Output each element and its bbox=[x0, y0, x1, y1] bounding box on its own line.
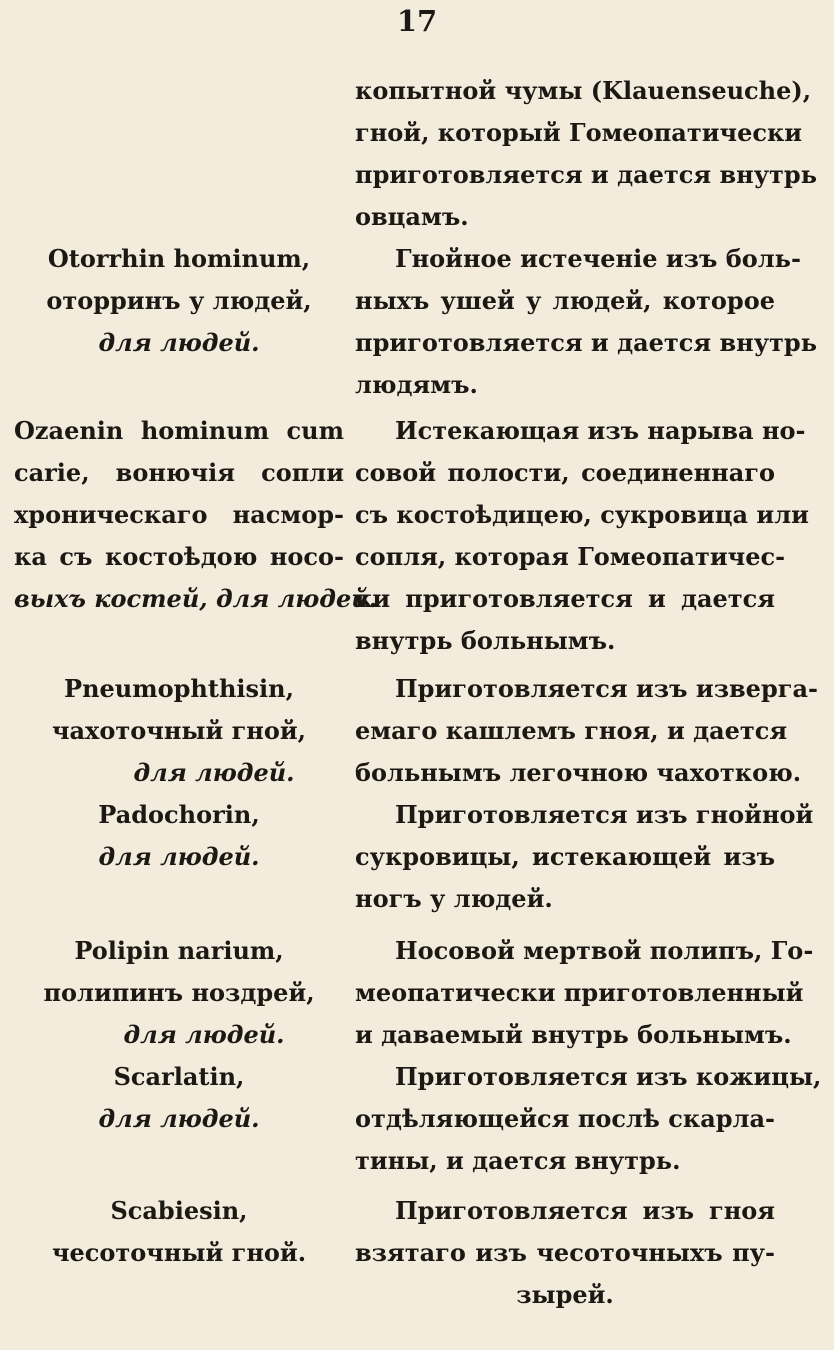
text-line: Гнойное истеченіе изъ боль- bbox=[395, 244, 801, 273]
text-line: зырей. bbox=[516, 1280, 614, 1309]
text-line: взятаго изъ чесоточныхъ пу- bbox=[355, 1238, 775, 1267]
entry-description bbox=[355, 930, 822, 1182]
russian-name: carie, вонючія сопли bbox=[14, 458, 344, 487]
entry-description bbox=[355, 668, 818, 920]
text-line: Приготовляется изъ изверга- bbox=[395, 674, 818, 703]
russian-name: чесоточный гной. bbox=[51, 1238, 307, 1267]
entry-description bbox=[355, 70, 817, 238]
text-line: емаго кашлемъ гноя, и дается bbox=[355, 716, 788, 745]
text-line: Приготовляется изъ кожицы, bbox=[395, 1062, 822, 1091]
text-line: Истекающая изъ нарыва но- bbox=[395, 416, 806, 445]
usage-note: выхъ костей, для людей. bbox=[14, 584, 378, 613]
text-line: и даваемый внутрь больнымъ. bbox=[355, 1020, 792, 1049]
text-line: сопля, которая Гомеопатичес- bbox=[355, 542, 786, 571]
text-line: съ костоѣдицею, сукровица или bbox=[355, 500, 809, 529]
entry-name bbox=[14, 668, 344, 878]
entry-description bbox=[355, 1190, 775, 1316]
text-line: Носовой мертвой полипъ, Го- bbox=[395, 936, 814, 965]
text-line: ныхъ ушей у людей, которое bbox=[355, 286, 775, 315]
entry-name bbox=[14, 930, 344, 1140]
entry-name bbox=[14, 1190, 344, 1274]
text-line: Приготовляется изъ гноя bbox=[395, 1196, 775, 1225]
latin-name: Otorrhin hominum, bbox=[47, 244, 311, 273]
russian-name: полипинъ ноздрей, bbox=[43, 978, 315, 1007]
text-line: копытной чумы (Klauenseuche), bbox=[355, 76, 812, 105]
text-line: приготовляется и дается внутрь bbox=[355, 160, 817, 189]
usage-note: для людей. bbox=[123, 1020, 285, 1049]
text-line: отдѣляющейся послѣ скарла- bbox=[355, 1104, 775, 1133]
entry-name bbox=[14, 410, 378, 620]
latin-name: Padochorin, bbox=[98, 800, 260, 829]
text-line: людямъ. bbox=[355, 370, 478, 399]
text-line: Приготовляется изъ гнойной bbox=[395, 800, 814, 829]
text-line: овцамъ. bbox=[355, 202, 469, 231]
latin-name: Scarlatin, bbox=[113, 1062, 245, 1091]
latin-name: Scabiesin, bbox=[110, 1196, 248, 1225]
text-line: совой полости, соединеннаго bbox=[355, 458, 775, 487]
usage-note: для людей. bbox=[98, 328, 260, 357]
latin-name: Polipin narium, bbox=[74, 936, 284, 965]
russian-name: хроническаго насмор- bbox=[14, 500, 344, 529]
text-line: внутрь больнымъ. bbox=[355, 626, 616, 655]
text-line: ки приготовляется и дается bbox=[355, 584, 775, 613]
text-line: меопатически приготовленный bbox=[355, 978, 804, 1007]
russian-name: оторринъ у людей, bbox=[46, 286, 312, 315]
russian-name: ка съ костоѣдою носо- bbox=[14, 542, 344, 571]
latin-name: Ozaenin hominum cum bbox=[14, 416, 344, 445]
usage-note: для людей. bbox=[98, 1104, 260, 1133]
text-line: гной, который Гомеопатически bbox=[355, 118, 803, 147]
text-line: больнымъ легочною чахоткою. bbox=[355, 758, 802, 787]
russian-name: чахоточный гной, bbox=[51, 716, 307, 745]
text-line: сукровицы, истекающей изъ bbox=[355, 842, 775, 871]
text-line: ногъ у людей. bbox=[355, 884, 553, 913]
usage-note: для людей. bbox=[98, 842, 260, 871]
usage-note: для людей. bbox=[133, 758, 295, 787]
latin-name: Pneumophthisin, bbox=[64, 674, 294, 703]
entry-description bbox=[355, 238, 817, 406]
entry-description bbox=[355, 410, 809, 662]
text-line: тины, и дается внутрь. bbox=[355, 1146, 681, 1175]
text-line: приготовляется и дается внутрь bbox=[355, 328, 817, 357]
page-number: 17 bbox=[396, 4, 438, 38]
entry-name bbox=[14, 238, 344, 364]
